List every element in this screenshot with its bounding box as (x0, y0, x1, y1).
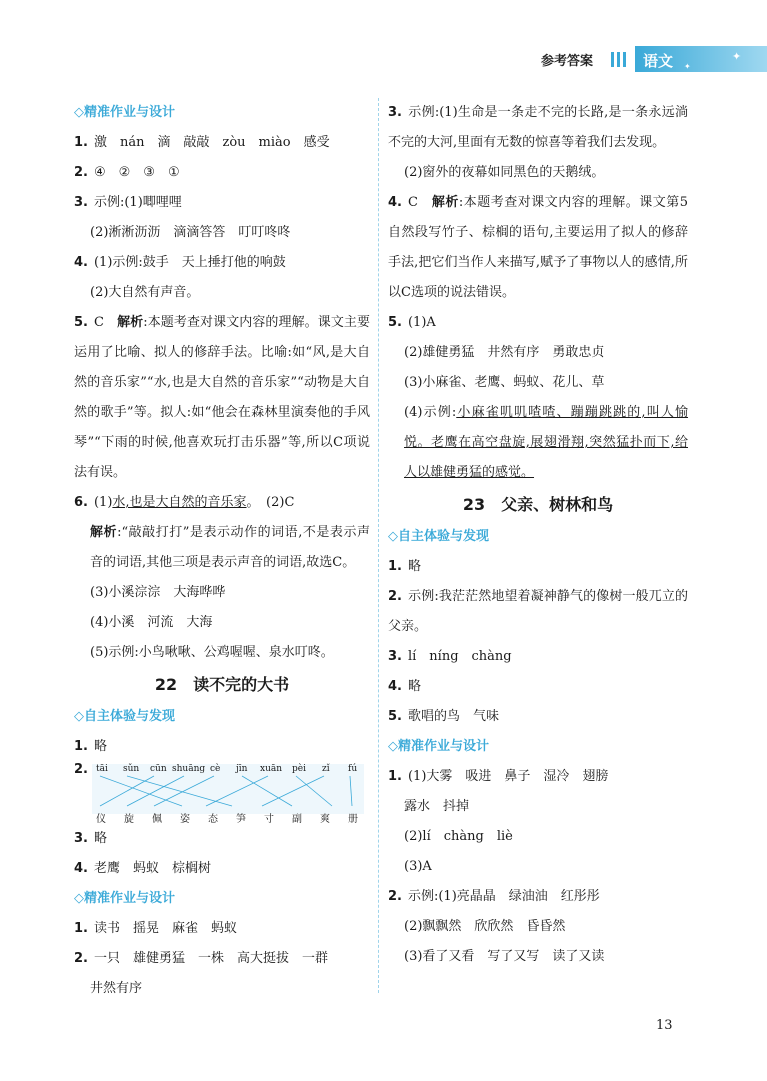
pinyin-item: jīn (236, 764, 248, 774)
answer-1: 1. 激 nán 滴 敲敲 zòu miào 感受 (74, 135, 330, 150)
hanzi-item: 佩 (152, 814, 162, 825)
section-heading: ◇自主体验与发现 (74, 709, 175, 724)
answer-b1d: (3)A (404, 859, 432, 874)
pinyin-item: xuān (260, 764, 283, 774)
answer-4b: (2)大自然有声音。 (90, 285, 200, 300)
answer-5: 5. C 解析:本题考查对课文内容的理解。课文主要运用了比喻、拟人的修辞手法。比喻:如“风,是大自然的音乐家”“水,也是大自然的音乐家”“动物是大自然的歌手”等。拟人:如“他会在森林里演奏他的手风琴”“下雨的时候,他喜欢玩打击乐器”等,所以C项说法有误。 (74, 315, 370, 480)
matching-exercise: 2. tāi sǔn cūn shuāng cè jīn xuān pèi zǐ fú 仪 旋 佩 姿 态 笋 寸 副 爽 册 (74, 764, 370, 824)
hanzi-item: 旋 (124, 814, 134, 825)
answer-a2: 2. 示例:我茫茫然地望着凝神静气的像树一般兀立的父亲。 (388, 589, 688, 634)
page-number: 13 (656, 1018, 673, 1033)
answer-b2c: (3)看了又看 写了又写 读了又读 (404, 949, 605, 964)
right-column (388, 98, 688, 972)
answer-a4: 4. 略 (388, 679, 421, 694)
answer-r5d: (4)示例:小麻雀叽叽喳喳、蹦蹦跳跳的,叫人愉悦。老鹰在高空盘旋,展翅滑翔,突然猛扑而下,给人以雄健勇猛的感觉。 (404, 405, 689, 480)
answer-a3: 3. lí níng chàng (388, 649, 512, 664)
answer-r5: 5. (1)A (388, 315, 436, 330)
answer-b1c: (2)lí chàng liè (404, 829, 513, 844)
left-column (74, 98, 370, 1004)
page-header (0, 0, 767, 80)
pinyin-item: pèi (292, 764, 306, 774)
hanzi-item: 仪 (96, 814, 106, 825)
pinyin-item: tāi (96, 764, 108, 774)
pinyin-item: zǐ (322, 764, 330, 774)
hanzi-item: 笋 (236, 814, 246, 825)
section-heading: ◇精准作业与设计 (388, 739, 489, 754)
subject-tab (635, 46, 767, 72)
answer-p1: 1. 读书 摇晃 麻雀 蚂蚁 (74, 921, 237, 936)
answer-b1: 1. (1)大雾 吸进 鼻子 湿冷 翅膀 (388, 769, 609, 784)
pinyin-item: cè (210, 764, 221, 774)
answer-4: 4. (1)示例:鼓手 天上捶打他的响鼓 (74, 255, 286, 270)
section-heading: ◇精准作业与设计 (74, 891, 175, 906)
sparkle-icon: ✦ (732, 50, 742, 63)
answer-s3: 3. 略 (74, 831, 107, 846)
chapter-title: 22 读不完的大书 (154, 675, 290, 694)
subject-label: 语文 (643, 52, 674, 70)
answer-r5c: (3)小麻雀、老鹰、蚂蚁、花儿、草 (404, 375, 605, 390)
answer-b2b: (2)飘飘然 欣欣然 昏昏然 (404, 919, 566, 934)
answer-r3: 3. 示例:(1)生命是一条走不完的长路,是一条永远淌不完的大河,里面有无数的惊喜等着我们去发现。 (388, 105, 688, 150)
hanzi-item: 姿 (180, 814, 190, 825)
answer-2: 2. ④ ② ③ ① (74, 165, 180, 180)
answer-r5b: (2)雄健勇猛 井然有序 勇敢忠贞 (404, 345, 605, 360)
answer-b2: 2. 示例:(1)亮晶晶 绿油油 红彤彤 (388, 889, 600, 904)
answer-6: 6. (1)水,也是大自然的音乐家。 (2)C (74, 495, 295, 510)
answer-b1b: 露水 抖掉 (404, 799, 470, 814)
sparkle-icon: ✦ (684, 62, 691, 71)
header-bars (611, 52, 629, 71)
hanzi-item: 寸 (264, 814, 274, 825)
pinyin-item: fú (348, 764, 358, 774)
pinyin-item: cūn (150, 764, 167, 774)
answer-6c: (3)小溪淙淙 大海哗哗 (90, 585, 226, 600)
hanzi-item: 态 (208, 814, 218, 825)
section-heading: ◇自主体验与发现 (388, 529, 489, 544)
pinyin-item: shuāng (172, 764, 206, 774)
answer-a1: 1. 略 (388, 559, 421, 574)
chapter-title: 23 父亲、树林和鸟 (462, 495, 614, 514)
answer-6-explanation: 解析:“敲敲打打”是表示动作的词语,不是表示声音的词语,其他三项是表示声音的词语,故选C。 (90, 525, 370, 570)
pinyin-item: sǔn (123, 764, 140, 774)
answer-p2b: 井然有序 (90, 981, 143, 996)
answer-3: 3. 示例:(1)唧哩哩 (74, 195, 182, 210)
answer-s1: 1. 略 (74, 739, 107, 754)
hanzi-item: 副 (292, 814, 302, 825)
answer-a5: 5. 歌唱的鸟 气味 (388, 709, 499, 724)
answer-r3b: (2)窗外的夜幕如同黑色的天鹅绒。 (404, 165, 605, 180)
answer-3b: (2)淅淅沥沥 滴滴答答 叮叮咚咚 (90, 225, 291, 240)
section-heading: ◇精准作业与设计 (74, 105, 175, 120)
answer-r4: 4. C 解析:本题考查对课文内容的理解。课文第5自然段写竹子、棕榈的语句,主要运用了拟人的修辞手法,把它们当作人来描写,赋予了事物以人的感情,所以C选项的说法错误。 (388, 195, 688, 300)
hanzi-item: 册 (348, 814, 358, 825)
header-label: 参考答案 (541, 54, 594, 69)
answer-s4: 4. 老鹰 蚂蚁 棕榈树 (74, 861, 211, 876)
hanzi-item: 爽 (320, 814, 330, 825)
answer-p2: 2. 一只 雄健勇猛 一株 高大挺拔 一群 (74, 951, 328, 966)
column-divider (378, 98, 379, 993)
answer-6e: (5)示例:小鸟啾啾、公鸡喔喔、泉水叮咚。 (90, 645, 334, 660)
answer-6d: (4)小溪 河流 大海 (90, 615, 213, 630)
